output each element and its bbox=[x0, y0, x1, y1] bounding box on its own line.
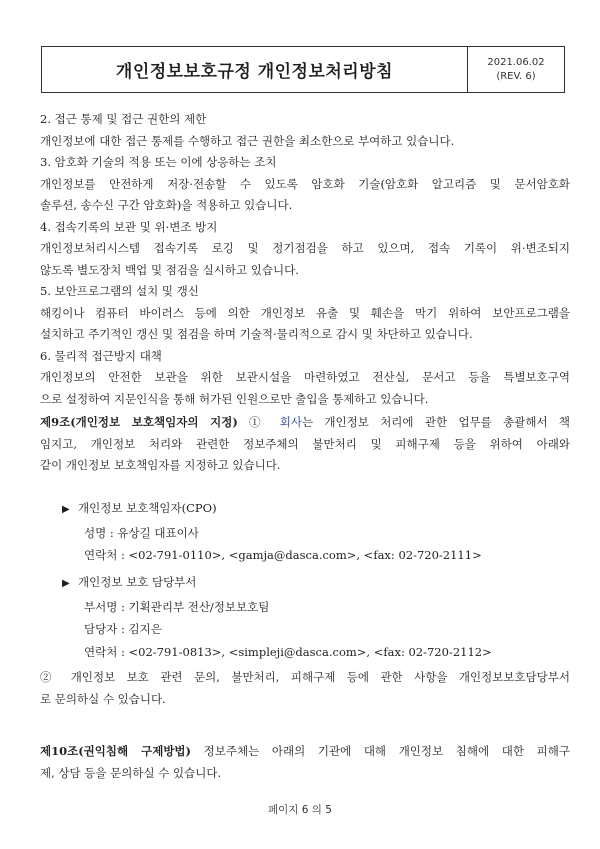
article-9-heading: 제9조(개인정보 보호책임자의 지정) bbox=[40, 415, 238, 429]
section-heading: 4. 접속기록의 보관 및 위·변조 방지 bbox=[40, 219, 218, 234]
section-heading: 6. 물리적 접근방지 대책 bbox=[40, 348, 162, 363]
paragraph-line: 개인정보를 안전하게 저장·전송할 수 있도록 암호화 기술(암호화 알고리즘 및 문서암호화 bbox=[40, 176, 570, 191]
paragraph-line: 개인정보에 대한 접근 통제를 수행하고 접근 권한을 최소한으로 부여하고 있습니다. bbox=[40, 133, 455, 148]
revision-box bbox=[468, 47, 564, 92]
company-term: 회사 bbox=[279, 415, 302, 429]
department-contact-block bbox=[62, 571, 492, 663]
security-measures-section bbox=[40, 109, 570, 410]
paragraph-line: 개인정보의 안전한 보관을 위한 보관시설을 마련하였고 전산실, 문서고 등을 특별보호구역 bbox=[40, 370, 570, 384]
page-number: 페이지 6 의 5 bbox=[268, 804, 332, 816]
paragraph-line: 으로 설정하여 지문인식을 통해 허가된 인원으로만 출입을 통제하고 있습니다. bbox=[40, 391, 429, 406]
revision-number: (REV. 6) bbox=[496, 70, 536, 82]
paragraph-line: 솔루션, 송수신 구간 암호화)을 적용하고 있습니다. bbox=[40, 198, 293, 212]
article-9-line-1 bbox=[40, 412, 570, 434]
department-heading bbox=[62, 571, 492, 596]
department-name: 부서명 : 기획관리부 전산/정보보호팀 bbox=[84, 599, 270, 614]
article-10-heading: 제10조(권익침해 구제방법) bbox=[40, 744, 191, 758]
paragraph-line: 제, 상담 등을 문의하실 수 있습니다. bbox=[40, 765, 222, 780]
cpo-title: 개인정보 보호책임자(CPO) bbox=[78, 501, 217, 515]
paragraph-line: 설치하고 주기적인 갱신 및 점검을 하며 기술적·물리적으로 감시 및 차단하고 있습니다. bbox=[40, 327, 473, 341]
section-heading: 5. 보안프로그램의 설치 및 갱신 bbox=[40, 284, 199, 298]
revision-date: 2021.06.02 bbox=[487, 56, 545, 68]
paragraph-line: 로 문의하실 수 있습니다. bbox=[40, 691, 166, 706]
article-9-text: 는 개인정보 처리에 관한 업무를 총괄해서 책 bbox=[301, 415, 571, 429]
cpo-contact: 연락처 : <02-791-0110>, <gamja@dasca.com>, <fax: 02-720-2111> bbox=[84, 548, 482, 562]
cpo-heading bbox=[62, 497, 482, 522]
paragraph-line: 같이 개인정보 보호책임자를 지정하고 있습니다. bbox=[40, 458, 281, 472]
article-10-text: 정보주체는 아래의 기관에 대해 개인정보 침해에 대한 피해구 bbox=[190, 744, 570, 758]
department-person: 담당자 : 김지은 bbox=[84, 622, 162, 636]
document-header bbox=[41, 46, 565, 93]
section-heading: 2. 접근 통제 및 접근 권한의 제한 bbox=[40, 112, 207, 126]
paragraph-line: 임지고, 개인정보 처리와 관련한 정보주체의 불만처리 및 피해구제 등을 위하여 아래와 bbox=[40, 436, 570, 451]
document-title: 개인정보보호규정 개인정보처리방침 bbox=[42, 47, 468, 92]
clause-marker: ① bbox=[249, 415, 269, 429]
department-contact: 연락처 : <02-791-0813>, <simpleji@dasca.com>, <fax: 02-720-2112> bbox=[84, 644, 492, 659]
department-title: 개인정보 보호 담당부서 bbox=[78, 575, 197, 589]
cpo-name: 성명 : 유상길 대표이사 bbox=[84, 525, 199, 540]
triangle-right-icon: ▶ bbox=[62, 504, 70, 515]
article-9 bbox=[40, 412, 570, 477]
paragraph-line: ② 개인정보 보호 관련 문의, 불만처리, 피해구제 등에 관한 사항을 개인정보보호담당부서 bbox=[40, 670, 570, 684]
paragraph-line: 않도록 별도장치 백업 및 점검을 실시하고 있습니다. bbox=[40, 262, 299, 277]
cpo-contact-block bbox=[62, 497, 482, 567]
triangle-right-icon: ▶ bbox=[62, 578, 70, 589]
section-heading: 3. 암호화 기술의 적용 또는 이에 상응하는 조치 bbox=[40, 155, 277, 169]
paragraph-line: 해킹이나 컴퓨터 바이러스 등에 의한 개인정보 유출 및 훼손을 막기 위하여 보안프로그램을 bbox=[40, 305, 570, 320]
inquiry-notice bbox=[40, 667, 570, 710]
article-10-line-1 bbox=[40, 741, 570, 763]
article-10 bbox=[40, 741, 570, 784]
paragraph-line: 개인정보처리시스템 접속기록 로깅 및 정기점검을 하고 있으며, 접속 기록이 위·변조되지 bbox=[40, 241, 570, 255]
